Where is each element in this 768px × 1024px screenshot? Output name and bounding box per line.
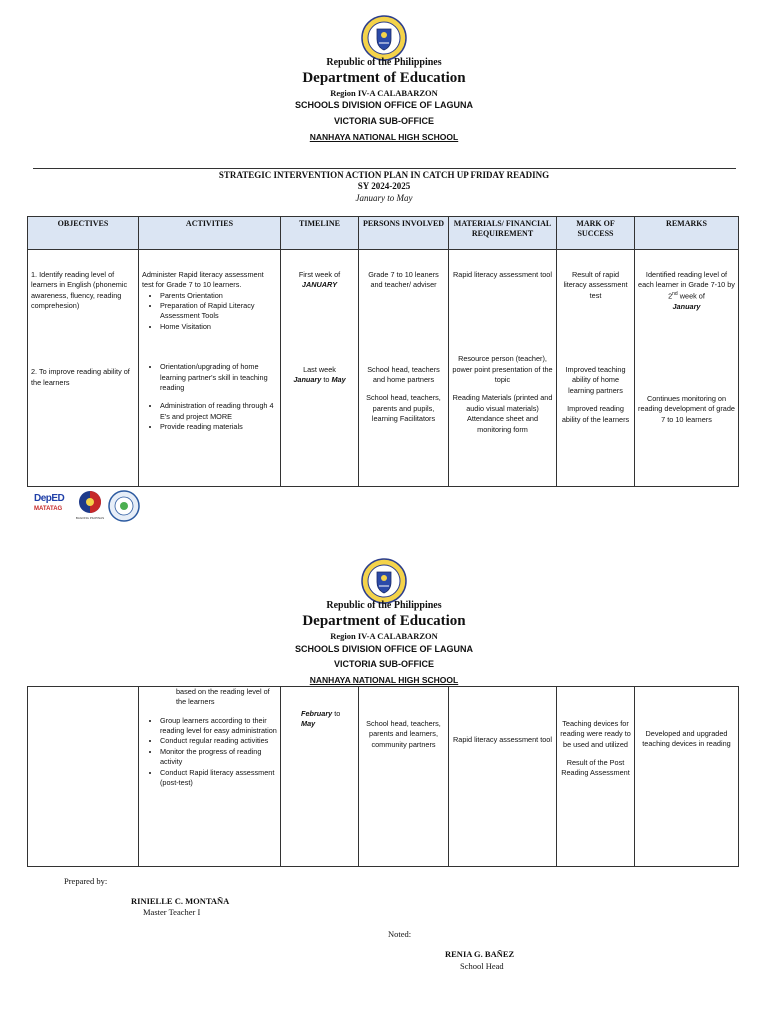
- plan-period: January to May: [355, 193, 413, 203]
- header-department: Department of Education: [302, 70, 466, 86]
- list-item: • Preparation of Rapid Literacy Assessment Tools: [160, 301, 277, 322]
- timeline-2-text: Last week: [303, 364, 336, 374]
- table-header-row: [28, 217, 739, 250]
- header-republic: Republic of the Philippines: [326, 600, 442, 611]
- col-header-activities: ACTIVITIES: [139, 217, 281, 250]
- success-2a: Improved teaching ability of home learning partners: [565, 365, 626, 395]
- success-1: Result of rapid literacy assessment test: [563, 270, 628, 300]
- col-header-remarks: REMARKS: [635, 217, 739, 250]
- list-item: • Orientation/upgrading of home learning partner's skill in teaching reading: [160, 362, 277, 393]
- header-school: NANHAYA NATIONAL HIGH SCHOOL: [309, 675, 459, 685]
- header-division: SCHOOLS DIVISION OFFICE OF LAGUNA: [294, 644, 473, 654]
- plan-title: STRATEGIC INTERVENTION ACTION PLAN IN CATCH UP FRIDAY READING: [218, 170, 550, 180]
- materials-2a: Resource person (teacher), power point presentation of the topic: [452, 354, 553, 385]
- deped-seal-icon: [361, 558, 407, 604]
- success-2b: Improved reading ability of the learners: [561, 404, 630, 424]
- col-header-materials: MATERIALS/ FINANCIAL REQUIREMENT: [449, 217, 557, 250]
- action-plan-table-continued: [27, 686, 739, 867]
- remarks-3: Developed and upgraded teaching devices in reading: [642, 729, 731, 749]
- list-item: • Provide reading materials: [160, 422, 277, 432]
- noted-by-name: RENIA G. BAÑEZ: [445, 949, 515, 959]
- action-plan-table: [27, 216, 739, 487]
- header-republic: Republic of the Philippines: [326, 57, 442, 68]
- remarks-1-month: January: [672, 301, 701, 311]
- materials-2c: Attendance sheet and monitoring form: [467, 414, 538, 434]
- materials-1: Rapid literacy assessment tool: [453, 270, 552, 279]
- activity-1-intro: Administer Rapid literacy assessment test for Grade 7 to 10 learners.: [142, 270, 264, 290]
- objective-1: 1. Identify reading level of learners in English (phonemic awareness, fluency, reading comprehesion): [31, 270, 128, 311]
- list-item: • Group learners according to their reading level for easy administration: [160, 716, 277, 737]
- col-header-timeline: TIMELINE: [281, 217, 359, 250]
- objective-2: 2. To improve reading ability of the learners: [31, 367, 130, 387]
- activity-3-cont: based on the reading level of the learners: [176, 687, 270, 707]
- persons-1: Grade 7 to 10 leaners and teacher/ adviser: [368, 270, 439, 290]
- activity-3-list: [142, 716, 277, 789]
- header-department: Department of Education: [302, 613, 466, 629]
- timeline-3-to: to: [332, 709, 341, 718]
- deped-seal-icon: [361, 15, 407, 61]
- remarks-1: Identified reading level of each learner in Grade 7-10 by 2nd week of: [638, 270, 735, 301]
- timeline-2-end: May: [331, 375, 346, 385]
- noted-by-title: School Head: [460, 961, 504, 971]
- timeline-1-text: First week of: [298, 270, 341, 279]
- success-3b: Result of the Post Reading Assessment: [561, 758, 630, 778]
- header-sub-office: VICTORIA SUB-OFFICE: [333, 659, 434, 669]
- timeline-2-start: January: [293, 375, 322, 385]
- list-item: • Home Visitation: [160, 322, 277, 332]
- list-item: • Parents Orientation: [160, 291, 277, 301]
- prepared-by-name: RINIELLE C. MONTAÑA: [131, 896, 230, 906]
- header-region: Region IV-A CALABARZON: [330, 631, 438, 641]
- timeline-3-start: February: [301, 709, 333, 718]
- remarks-2: Continues monitoring on reading development of grade 7 to 10 learners: [638, 393, 735, 424]
- persons-2a: School head, teachers and home partners: [367, 364, 440, 385]
- prepared-by-title: Master Teacher I: [143, 907, 201, 917]
- plan-school-year: SY 2024-2025: [357, 181, 411, 191]
- success-3a: Teaching devices for reading were ready to be used and utilized: [560, 719, 631, 749]
- col-header-objectives: OBJECTIVES: [28, 217, 139, 250]
- activity-2-list-b: [142, 401, 277, 432]
- list-item: • Monitor the progress of reading activity: [160, 747, 277, 768]
- timeline-1-month: JANUARY: [301, 280, 338, 290]
- table-row: [28, 687, 739, 867]
- prepared-by-label: Prepared by:: [64, 876, 108, 886]
- header-division: SCHOOLS DIVISION OFFICE OF LAGUNA: [294, 100, 473, 110]
- activity-1-list: [142, 291, 277, 332]
- timeline-3-end: May: [301, 719, 316, 729]
- table-row: [28, 250, 739, 487]
- header-region: Region IV-A CALABARZON: [330, 88, 438, 98]
- persons-3: School head, teachers, parents and learners, community partners: [366, 719, 441, 749]
- header-school: NANHAYA NATIONAL HIGH SCHOOL: [309, 132, 459, 142]
- noted-label: Noted:: [388, 929, 412, 939]
- list-item: • Conduct regular reading activities: [160, 736, 277, 746]
- bagong-pilipinas-logo-icon: [76, 490, 104, 520]
- header-sub-office: VICTORIA SUB-OFFICE: [333, 116, 434, 126]
- header-divider: [33, 168, 736, 169]
- svg-text:BAGONG PILIPINAS: BAGONG PILIPINAS: [76, 516, 104, 520]
- col-header-persons: PERSONS INVOLVED: [359, 217, 449, 250]
- division-seal-icon: [107, 490, 141, 522]
- activity-2-list-a: [142, 362, 277, 393]
- list-item: • Conduct Rapid literacy assessment (post-test): [160, 768, 277, 789]
- timeline-2-to: to: [321, 375, 332, 385]
- deped-matatag-logo: DepED MATATAG: [34, 493, 65, 512]
- list-item: • Administration of reading through 4 E's and project MORE: [160, 401, 277, 422]
- materials-3: Rapid literacy assessment tool: [453, 735, 552, 744]
- persons-2b: School head, teachers, parents and pupils, learning Facilitators: [366, 393, 441, 424]
- materials-2b: Reading Materials (printed and audio visual materials): [452, 393, 553, 413]
- col-header-success: MARK OF SUCCESS: [557, 217, 635, 250]
